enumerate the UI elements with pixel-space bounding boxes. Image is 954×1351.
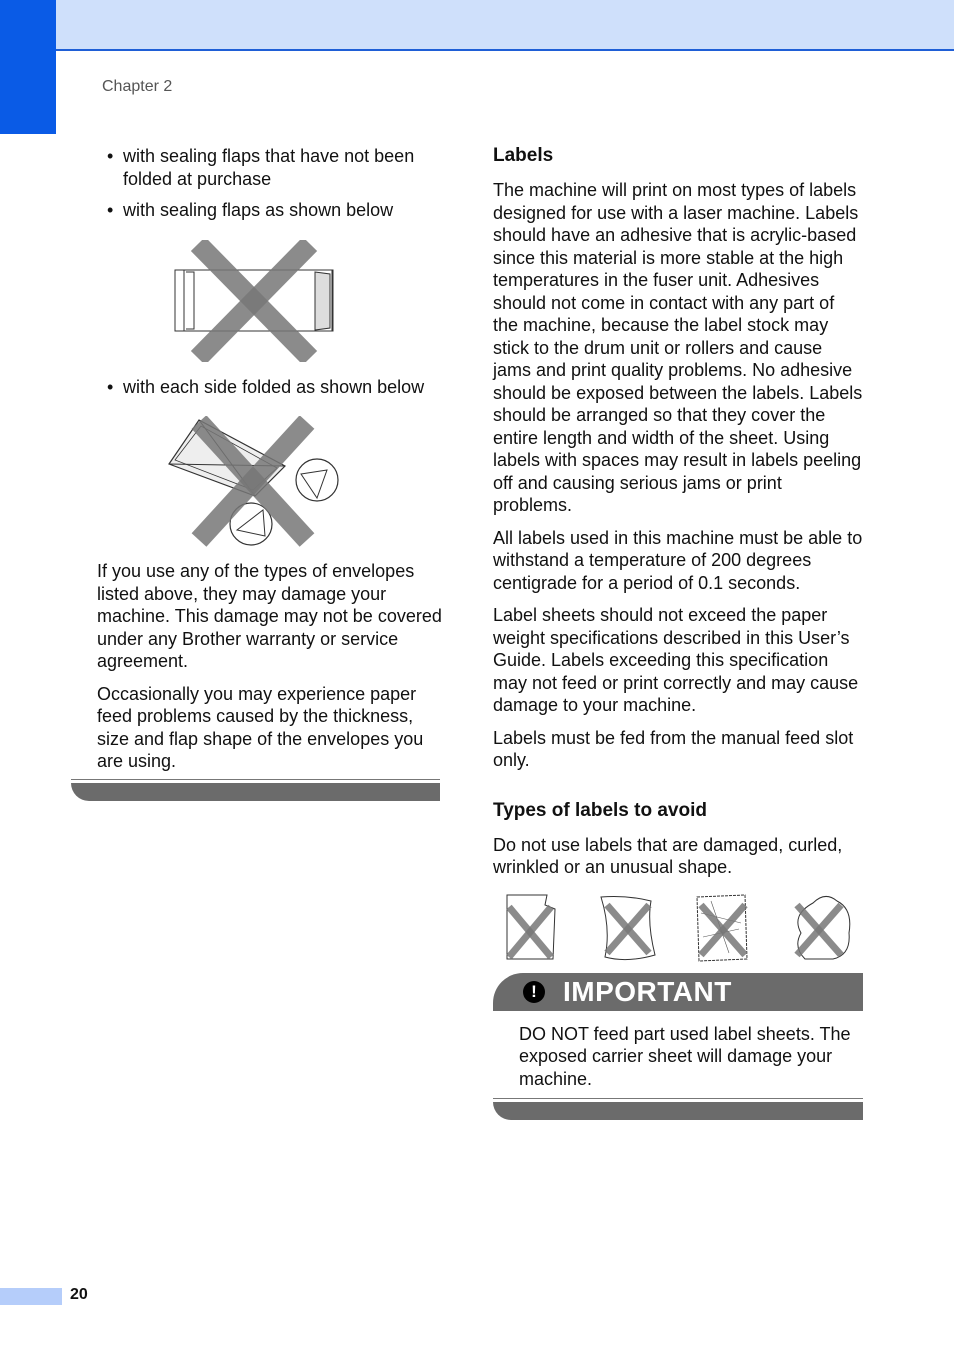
bad-labels-figure <box>501 893 857 967</box>
important-text: DO NOT feed part used label sheets. The exposed carrier sheet will damage your machine. <box>519 1023 851 1089</box>
section-end-bar <box>71 771 440 803</box>
labels-paragraph: Label sheets should not exceed the paper weight specifications described in this User’s Guide. Labels exceeding this specification may not feed or print correctly and may cause damage to your machine. <box>493 605 859 715</box>
list-item: • with sealing flaps that have not been folded at purchase <box>97 145 442 190</box>
envelope-bullet-list-2 <box>97 376 442 399</box>
chapter-label: Chapter 2 <box>102 78 173 95</box>
labels-paragraph: Labels must be fed from the manual feed slot only. <box>493 727 854 770</box>
header-band <box>0 0 954 51</box>
page-number-tab <box>0 1288 62 1305</box>
page-number: 20 <box>70 1286 88 1303</box>
envelope-bullet-list <box>97 145 442 222</box>
important-header <box>493 973 863 1011</box>
envelope-folded-sides-figure <box>167 416 345 548</box>
envelope-damage-paragraph: If you use any of the types of envelopes listed above, they may damage your machine. This damage may not be covered under any Brother warranty or service agreement. <box>97 561 442 671</box>
envelope-feed-paragraph: Occasionally you may experience paper feed problems caused by the thickness, size and flap shape of the envelopes you are using. <box>97 683 424 771</box>
curled-label-shape <box>601 896 655 959</box>
labels-paragraph: All labels used in this machine must be able to withstand a temperature of 200 degrees centigrade for a period of 0.1 seconds. <box>493 527 863 593</box>
important-title: IMPORTANT <box>563 975 732 1007</box>
important-body <box>493 1011 863 1091</box>
important-end-bar <box>493 1098 863 1122</box>
unusual-shape-label <box>797 896 850 959</box>
right-column <box>493 145 863 1122</box>
types-paragraph: Do not use labels that are damaged, curled, wrinkled or an unusual shape. <box>493 834 843 877</box>
important-note <box>493 973 863 1123</box>
labels-paragraph: The machine will print on most types of labels designed for use with a laser machine. Labels should have an adhesive that is acrylic-based since this material is more stable at the high temperatures in the fuser unit. Adhesives should not come in contact with any part of the machine, because the label stock may stick to the drum unit or rollers and cause jams and print quality problems. No adhesive should be exposed between the labels. Labels should be arranged so that they cover the entire length and width of the sheet. Using labels with spaces may result in labels peeling off and causing serious jams or print problems. <box>493 180 863 515</box>
envelope-open-flap-figure <box>172 240 336 362</box>
wrinkled-label-shape <box>697 895 747 961</box>
labels-heading: Labels <box>493 145 554 166</box>
list-item: • with sealing flaps as shown below <box>97 199 442 222</box>
types-heading: Types of labels to avoid <box>493 799 707 821</box>
chapter-tab <box>0 0 56 134</box>
list-item: • with each side folded as shown below <box>97 376 442 399</box>
warning-exclamation-icon: ! <box>523 981 545 1003</box>
left-column <box>97 145 442 783</box>
damaged-label-shape <box>507 895 555 959</box>
